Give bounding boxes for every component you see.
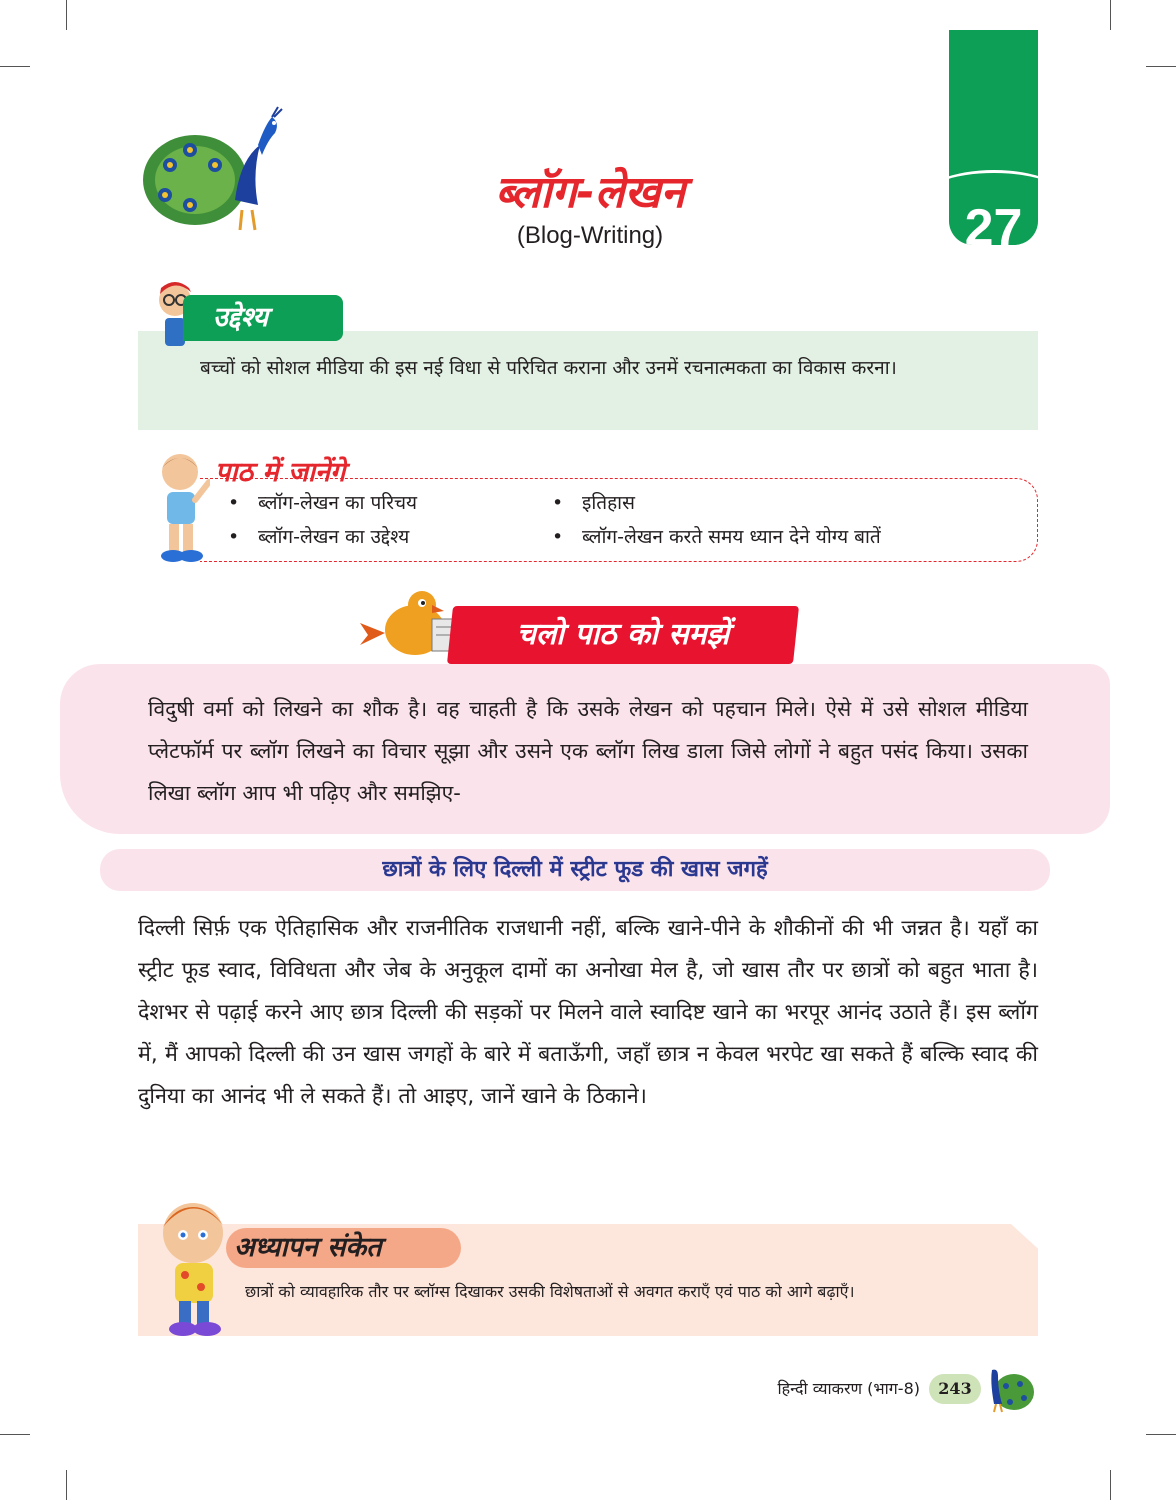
crop-mark	[1146, 66, 1176, 67]
crop-mark	[1110, 1470, 1111, 1500]
crop-mark	[0, 1434, 30, 1435]
learn-item: • ब्लॉग-लेखन करते समय ध्यान देने योग्य बातें	[582, 525, 881, 549]
footer-book-title: हिन्दी व्याकरण (भाग-8)	[777, 1379, 920, 1398]
crop-mark	[1110, 0, 1111, 30]
learn-heading: पाठ में जानेंगे	[215, 457, 346, 488]
bird-with-newspaper-icon	[360, 585, 460, 665]
page-number: 243	[929, 1374, 981, 1404]
blog-body: दिल्ली सिर्फ़ एक ऐतिहासिक और राजनीतिक राजधानी नहीं, बल्कि खाने-पीने के शौकीनों की भी जन्नत है। यहाँ का स्ट्रीट फूड स्वाद, विविधता और जेब के अनुकूल दामों का अनोखा मेल है, जो खास तौर पर छात्रों को बहुत भाता है। देशभर से पढ़ाई करने आए छात्र दिल्ली की सड़कों पर मिलने वाले स्वादिष्ट खाने का भरपूर आनंद उठाते हैं। इस ब्लॉग में, मैं आपको दिल्ली की उन खास जगहों के बारे में बताऊँगी, जहाँ छात्र न केवल भरपेट खा सकते हैं बल्कि स्वाद की दुनिया का आनंद भी ले सकते हैं। तो आइए, जानें खाने के ठिकाने।	[138, 916, 1038, 1109]
teaching-hint-heading: अध्यापन संकेत	[226, 1228, 461, 1268]
crop-mark	[66, 1470, 67, 1500]
intro-text: विदुषी वर्मा को लिखने का शौक है। वह चाहती है कि उसके लेखन को पहचान मिले। ऐसे में उसे सोशल मीडिया प्लेटफॉर्म पर ब्लॉग लिखने का विचार सूझा और उसने एक ब्लॉग लिख डाला जिसे लोगों ने बहुत पसंद किया। उसका लिखा ब्लॉग आप भी पढ़िए और समझिए-	[148, 697, 1028, 805]
learn-item: • ब्लॉग-लेखन का परिचय	[258, 491, 417, 515]
chapter-number-tab	[949, 30, 1038, 245]
peacock-illustration	[140, 105, 300, 235]
objective-heading: उद्देश्य	[183, 295, 343, 341]
crop-mark	[66, 0, 67, 30]
learn-item: • ब्लॉग-लेखन का उद्देश्य	[258, 525, 409, 549]
blog-heading: छात्रों के लिए दिल्ली में स्ट्रीट फूड की खास जगहें	[382, 857, 768, 882]
page-title: ब्लॉग-लेखन	[495, 167, 685, 218]
small-peacock-icon	[980, 1362, 1036, 1414]
learn-item: • इतिहास	[582, 491, 635, 515]
lesson-banner: चलो पाठ को समझें	[516, 617, 730, 652]
boy-pointing-icon	[155, 450, 210, 565]
chapter-number: 27	[964, 199, 1023, 245]
crop-mark	[0, 66, 30, 67]
crop-mark	[1146, 1434, 1176, 1435]
teaching-hint-text: छात्रों को व्यावहारिक तौर पर ब्लॉग्स दिखाकर उसकी विशेषताओं से अवगत कराएँ एवं पाठ को आगे बढ़ाएँ।	[245, 1282, 855, 1301]
objective-text: बच्चों को सोशल मीडिया की इस नई विधा से परिचित कराना और उनमें रचनात्मकता का विकास करना।	[200, 357, 897, 379]
page-subtitle: (Blog-Writing)	[516, 222, 664, 249]
boy-teacher-hint-icon	[155, 1195, 235, 1340]
